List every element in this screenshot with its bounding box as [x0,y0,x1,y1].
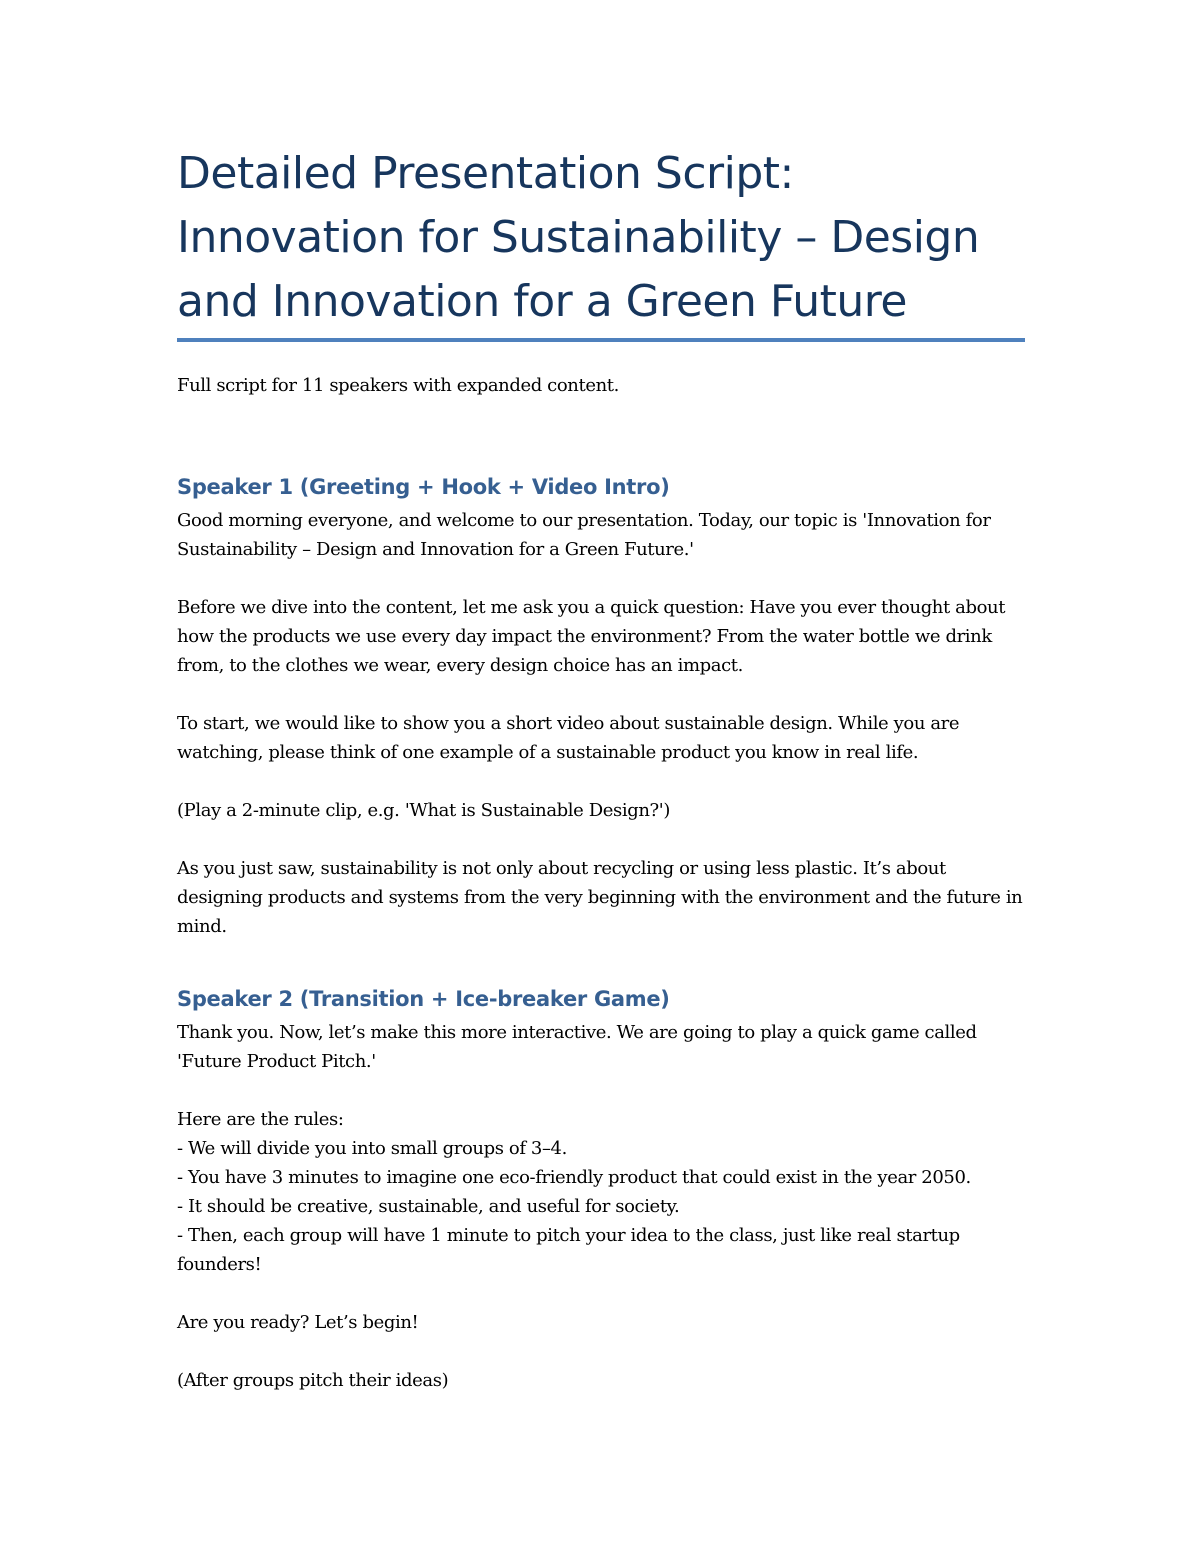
rule-list-item: - We will divide you into small groups of 3–4. [177,1138,567,1159]
speaker-1-paragraph-conclusion: As you just saw, sustainability is not only about recycling or using less plastic. It’s about designing products and systems from the very beginning with the environment and the future in mind. [177,858,1023,937]
rule-list-item: - It should be creative, sustainable, and useful for society. [177,1196,680,1217]
speaker-2-closing: Are you ready? Let’s begin! [177,1312,419,1333]
document-title: Detailed Presentation Script: Innovation for Sustainability – Design and Innovation for a Green Future [177,148,980,327]
speaker-2-rules-block [177,1105,1025,1279]
document-body [177,142,1025,1395]
rule-list-item: - You have 3 minutes to imagine one eco-friendly product that could exist in the year 2050. [177,1167,971,1188]
speaker-2-paragraph-intro: Thank you. Now, let’s make this more interactive. We are going to play a quick game called 'Future Product Pitch.' [177,1022,977,1072]
title-divider [177,338,1025,342]
rule-list-item: - Then, each group will have 1 minute to pitch your idea to the class, just like real startup founders! [177,1225,960,1275]
speaker-2-stage-direction: (After groups pitch their ideas) [177,1370,449,1391]
section-heading-speaker-1: Speaker 1 (Greeting + Hook + Video Intro) [177,475,670,499]
speaker-2-rules-intro: Here are the rules: [177,1109,344,1130]
section-heading-speaker-2: Speaker 2 (Transition + Ice-breaker Game) [177,987,670,1011]
speaker-1-paragraph-greeting: Good morning everyone, and welcome to our presentation. Today, our topic is 'Innovation for Sustainability – Design and Innovation for a Green Future.' [177,510,991,560]
speaker-1-paragraph-hook: Before we dive into the content, let me ask you a quick question: Have you ever thought about how the products we use every day impact the environment? From the water bottle we drink from, to the clothes we wear, every design choice has an impact. [177,597,1006,676]
speaker-1-stage-direction: (Play a 2-minute clip, e.g. 'What is Sustainable Design?') [177,800,670,821]
document-subtitle: Full script for 11 speakers with expanded content. [177,375,619,396]
speaker-1-paragraph-video-intro: To start, we would like to show you a short video about sustainable design. While you are watching, please think of one example of a sustainable product you know in real life. [177,713,960,763]
